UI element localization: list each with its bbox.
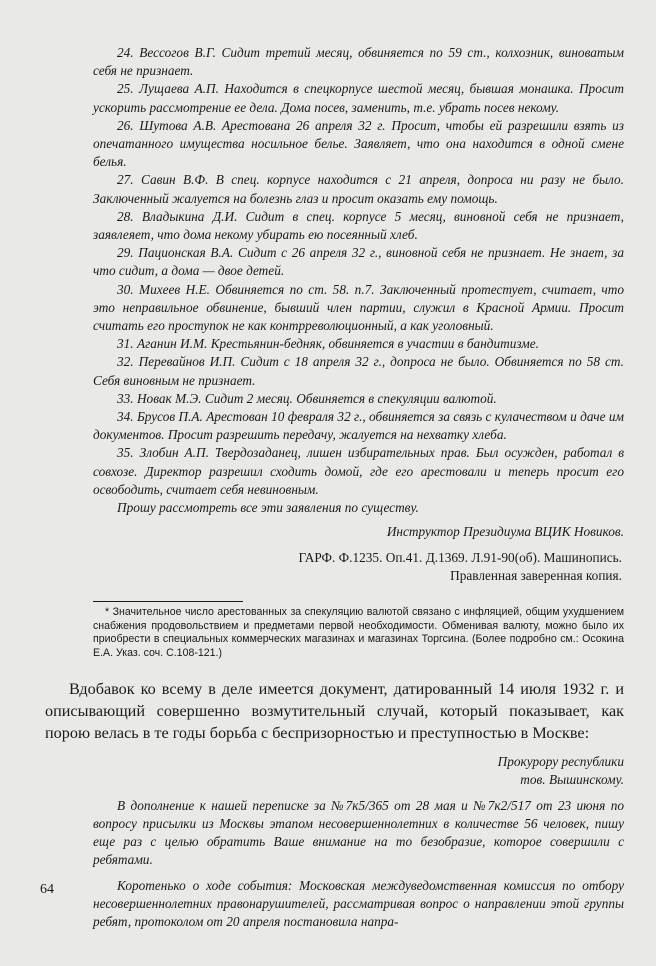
footnote-divider	[93, 601, 243, 602]
archive-reference	[93, 549, 624, 585]
footnote: * Значительное число арестованных за спекуляцию валютой связано с инфляцией, общим ухудшением снабжения продовольствием и предметами первой необходимости. Обменивая валюту, можно было их приобрести в специальных коммерческих магазинах и магазинах Торгсина. (Более подробно см.: Осокина Е.А. Указ. соч. С.108-121.)	[93, 606, 624, 660]
page-number: 64	[40, 882, 54, 897]
list-item: 35. Злобин А.П. Твердозаданец, лишен избирательных прав. Был осужден, работал в совхозе. Директор разрешил сходить домой, где его арестовали и теперь просит его освободить, считает себя невиновным.	[93, 445, 624, 497]
list-item: 26. Шутова А.В. Арестована 26 апреля 32 г. Просит, чтобы ей разрешили взять из опечатанного имущества носильное белье. Заявляет, что она находится в одной смене белья.	[93, 117, 624, 170]
list-item: 34. Брусов П.А. Арестован 10 февраля 32 г., обвиняется за связь с кулачеством и даче им документов. Просит разрешить передачу, жалуется на нехватку хлеба.	[93, 409, 624, 443]
list-item: 31. Аганин И.М. Крестьянин-бедняк, обвиняется в участии в бандитизме.	[117, 336, 539, 352]
closing-request: Прошу рассмотреть все эти заявления по существу.	[117, 500, 419, 516]
list-item: 27. Савин В.Ф. В спец. корпусе находится с 21 апреля, допроса ни разу не было. Заключенный жалуется на болезнь глаз и просит оказать ему помощь.	[93, 172, 624, 206]
list-item: 30. Михеев Н.Е. Обвиняется по ст. 58. п.7. Заключенный протестует, считает, что это неправильное обвинение, бывший член партии, служил в Красной Армии. Просит считать его проступок не как контрреволюционный, а как уголовный.	[93, 281, 624, 334]
body-paragraph: Вдобавок ко всему в деле имеется документ, датированный 14 июля 1932 г. и описывающий совершенно возмутительный случай, который показывает, как порою велась в те годы борьба с беспризорностью и преступностью в Москве:	[45, 679, 624, 743]
list-item: 29. Пационская В.А. Сидит с 26 апреля 32 г., виновной себя не признает. Не знает, за что сидит, а дома — двое детей.	[93, 245, 624, 279]
quoted-letter	[93, 797, 624, 931]
list-item: 33. Новак М.Э. Сидит 2 месяц. Обвиняется в спекуляции валютой.	[117, 390, 497, 406]
list-item: 28. Владыкина Д.И. Сидит в спец. корпусе 5 месяц, виновной себя не признает, заявлеяет, что дома некому убирать ею посеянный хлеб.	[93, 208, 624, 243]
signature-line: Инструктор Президиума ВЦИК Новиков.	[386, 524, 624, 540]
letter-paragraph: Коротенько о ходе события: Московская междуведомственная комиссия по отбору несовершеннолетних правонарушителей, рассматривая вопрос о направлении этой группы ребят, протоколом от 20 апреля постановила напра-	[93, 877, 624, 929]
list-item: 32. Перевайнов И.П. Сидит с 18 апреля 32 г., допроса не было. Обвиняется по 58 ст. Себя виновным не признает.	[93, 354, 624, 388]
letter-paragraph: В дополнение к нашей переписке за №7к5/365 от 28 мая и №7к2/517 от 23 июня по вопросу присылки из Москвы этапом несовершеннолетних в количестве 56 человек, пишу еще раз с целью обратить Ваше внимание на то безобразие, которое совершили с ребятами.	[93, 797, 624, 867]
addressee-name: тов. Вышинскому.	[520, 771, 624, 787]
archive-note: Правленная заверенная копия.	[450, 568, 622, 584]
archive-citation: ГАРФ. Ф.1235. Оп.41. Д.1369. Л.91-90(об). Машинопись.	[298, 550, 622, 566]
letter-addressee	[93, 753, 624, 789]
list-item: 24. Вессогов В.Г. Сидит третий месяц, обвиняется по 59 ст., колхозник, виноватым себя не признает.	[93, 45, 624, 79]
petition-list	[93, 44, 624, 517]
addressee-title: Прокурору республики	[497, 753, 624, 769]
list-item: 25. Лущаева А.П. Находится в спецкорпусе шестой месяц, бывшая монашка. Просит ускорить рассмотрение ее дела. Дома посев, заменить, т.е. убрать посев некому.	[93, 81, 624, 115]
